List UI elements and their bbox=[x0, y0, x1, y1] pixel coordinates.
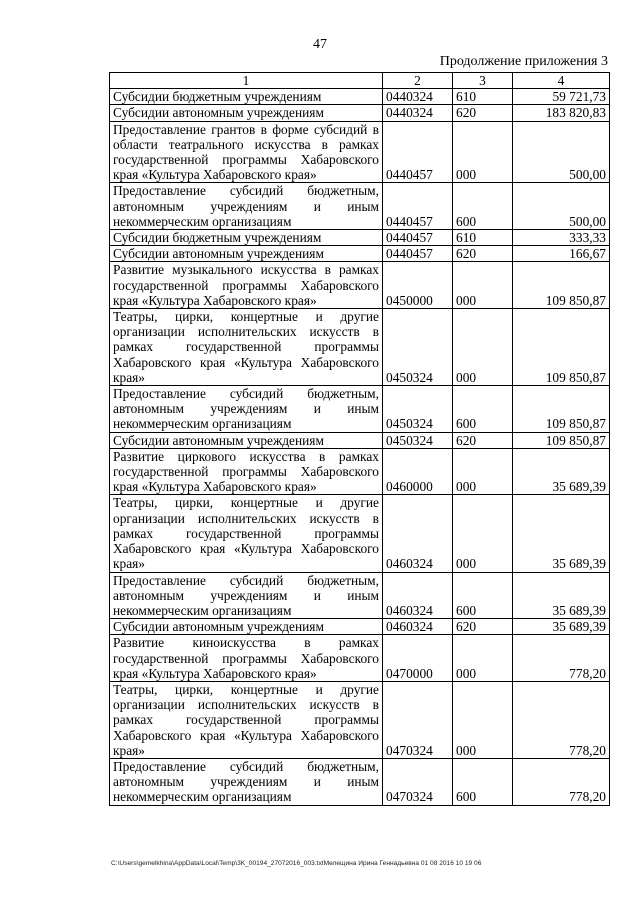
cell-name: Театры, цирки, концертные и другие организации исполнительских искусств в рамках государственной программы Хабаровского края «Культура Хабаровского края» bbox=[110, 681, 383, 758]
table-row bbox=[110, 432, 610, 448]
table-row bbox=[110, 246, 610, 262]
page-number: 47 bbox=[313, 37, 327, 52]
cell-type: 000 bbox=[453, 448, 513, 495]
table-row bbox=[110, 635, 610, 682]
table-row bbox=[110, 105, 610, 121]
cell-code: 0440457 bbox=[383, 121, 453, 183]
cell-type: 620 bbox=[453, 432, 513, 448]
cell-code: 0460324 bbox=[383, 495, 453, 572]
cell-amount: 35 689,39 bbox=[513, 495, 610, 572]
cell-name: Предоставление грантов в форме субсидий в области театрального искусства в рамках государственной программы Хабаровского края «Культура Хабаровского края» bbox=[110, 121, 383, 183]
cell-amount: 778,20 bbox=[513, 681, 610, 758]
cell-code: 0440457 bbox=[383, 183, 453, 230]
cell-type: 000 bbox=[453, 681, 513, 758]
cell-code: 0450324 bbox=[383, 432, 453, 448]
table-row bbox=[110, 386, 610, 433]
budget-table bbox=[109, 72, 610, 806]
cell-type: 600 bbox=[453, 183, 513, 230]
cell-name: Субсидии автономным учреждениям bbox=[110, 619, 383, 635]
cell-name: Субсидии бюджетным учреждениям bbox=[110, 230, 383, 246]
cell-code: 0460000 bbox=[383, 448, 453, 495]
cell-type: 000 bbox=[453, 121, 513, 183]
table-row bbox=[110, 89, 610, 105]
cell-code: 0460324 bbox=[383, 619, 453, 635]
column-header-amount: 4 bbox=[513, 73, 610, 89]
cell-code: 0460324 bbox=[383, 572, 453, 619]
cell-name: Предоставление субсидий бюджетным, автономным учреждениям и иным некоммерческим организациям bbox=[110, 386, 383, 433]
cell-type: 000 bbox=[453, 262, 513, 309]
cell-name: Развитие циркового искусства в рамках государственной программы Хабаровского края «Культура Хабаровского края» bbox=[110, 448, 383, 495]
cell-amount: 500,00 bbox=[513, 183, 610, 230]
cell-code: 0450324 bbox=[383, 309, 453, 386]
cell-amount: 109 850,87 bbox=[513, 386, 610, 433]
cell-type: 000 bbox=[453, 309, 513, 386]
cell-amount: 778,20 bbox=[513, 758, 610, 805]
table-header-row bbox=[110, 73, 610, 89]
cell-name: Предоставление субсидий бюджетным, автономным учреждениям и иным некоммерческим организациям bbox=[110, 183, 383, 230]
cell-name: Предоставление субсидий бюджетным, автономным учреждениям и иным некоммерческим организациям bbox=[110, 572, 383, 619]
cell-name: Субсидии автономным учреждениям bbox=[110, 246, 383, 262]
cell-type: 620 bbox=[453, 105, 513, 121]
cell-amount: 109 850,87 bbox=[513, 432, 610, 448]
cell-code: 0440324 bbox=[383, 105, 453, 121]
cell-code: 0450000 bbox=[383, 262, 453, 309]
cell-amount: 333,33 bbox=[513, 230, 610, 246]
cell-code: 0440324 bbox=[383, 89, 453, 105]
cell-amount: 778,20 bbox=[513, 635, 610, 682]
table-row bbox=[110, 681, 610, 758]
cell-name: Развитие киноискусства в рамках государственной программы Хабаровского края «Культура Хабаровского края» bbox=[110, 635, 383, 682]
cell-type: 610 bbox=[453, 230, 513, 246]
cell-name: Субсидии бюджетным учреждениям bbox=[110, 89, 383, 105]
cell-amount: 109 850,87 bbox=[513, 309, 610, 386]
cell-code: 0440457 bbox=[383, 246, 453, 262]
cell-code: 0470324 bbox=[383, 681, 453, 758]
cell-name: Театры, цирки, концертные и другие организации исполнительских искусств в рамках государственной программы Хабаровского края «Культура Хабаровского края» bbox=[110, 309, 383, 386]
cell-type: 620 bbox=[453, 619, 513, 635]
cell-type: 600 bbox=[453, 572, 513, 619]
cell-amount: 35 689,39 bbox=[513, 572, 610, 619]
cell-name: Субсидии автономным учреждениям bbox=[110, 432, 383, 448]
cell-type: 600 bbox=[453, 758, 513, 805]
continuation-label: Продолжение приложения 3 bbox=[439, 54, 608, 69]
table-row bbox=[110, 448, 610, 495]
cell-code: 0470324 bbox=[383, 758, 453, 805]
column-header-code: 2 bbox=[383, 73, 453, 89]
cell-name: Театры, цирки, концертные и другие организации исполнительских искусств в рамках государственной программы Хабаровского края «Культура Хабаровского края» bbox=[110, 495, 383, 572]
cell-name: Развитие музыкального искусства в рамках государственной программы Хабаровского края «Культура Хабаровского края» bbox=[110, 262, 383, 309]
cell-amount: 500,00 bbox=[513, 121, 610, 183]
cell-amount: 35 689,39 bbox=[513, 448, 610, 495]
table-row bbox=[110, 183, 610, 230]
cell-type: 610 bbox=[453, 89, 513, 105]
column-header-name: 1 bbox=[110, 73, 383, 89]
cell-code: 0470000 bbox=[383, 635, 453, 682]
table-row bbox=[110, 572, 610, 619]
table-row bbox=[110, 230, 610, 246]
table-row bbox=[110, 262, 610, 309]
cell-amount: 35 689,39 bbox=[513, 619, 610, 635]
cell-type: 000 bbox=[453, 495, 513, 572]
table-row bbox=[110, 758, 610, 805]
cell-code: 0440457 bbox=[383, 230, 453, 246]
cell-amount: 59 721,73 bbox=[513, 89, 610, 105]
cell-amount: 166,67 bbox=[513, 246, 610, 262]
table-row bbox=[110, 309, 610, 386]
column-header-type: 3 bbox=[453, 73, 513, 89]
cell-type: 600 bbox=[453, 386, 513, 433]
cell-amount: 109 850,87 bbox=[513, 262, 610, 309]
table-row bbox=[110, 619, 610, 635]
table-row bbox=[110, 495, 610, 572]
cell-amount: 183 820,83 bbox=[513, 105, 610, 121]
cell-name: Предоставление субсидий бюджетным, автономным учреждениям и иным некоммерческим организациям bbox=[110, 758, 383, 805]
cell-code: 0450324 bbox=[383, 386, 453, 433]
cell-name: Субсидии автономным учреждениям bbox=[110, 105, 383, 121]
file-path-footer: C:\Users\gemelkhina\AppData\Local\Temp\3K_00194_27072016_003.txtMелещина Ирина Геннадьевна 01 08 2016 10 19 06 bbox=[111, 860, 482, 867]
table-row bbox=[110, 121, 610, 183]
cell-type: 620 bbox=[453, 246, 513, 262]
cell-type: 000 bbox=[453, 635, 513, 682]
